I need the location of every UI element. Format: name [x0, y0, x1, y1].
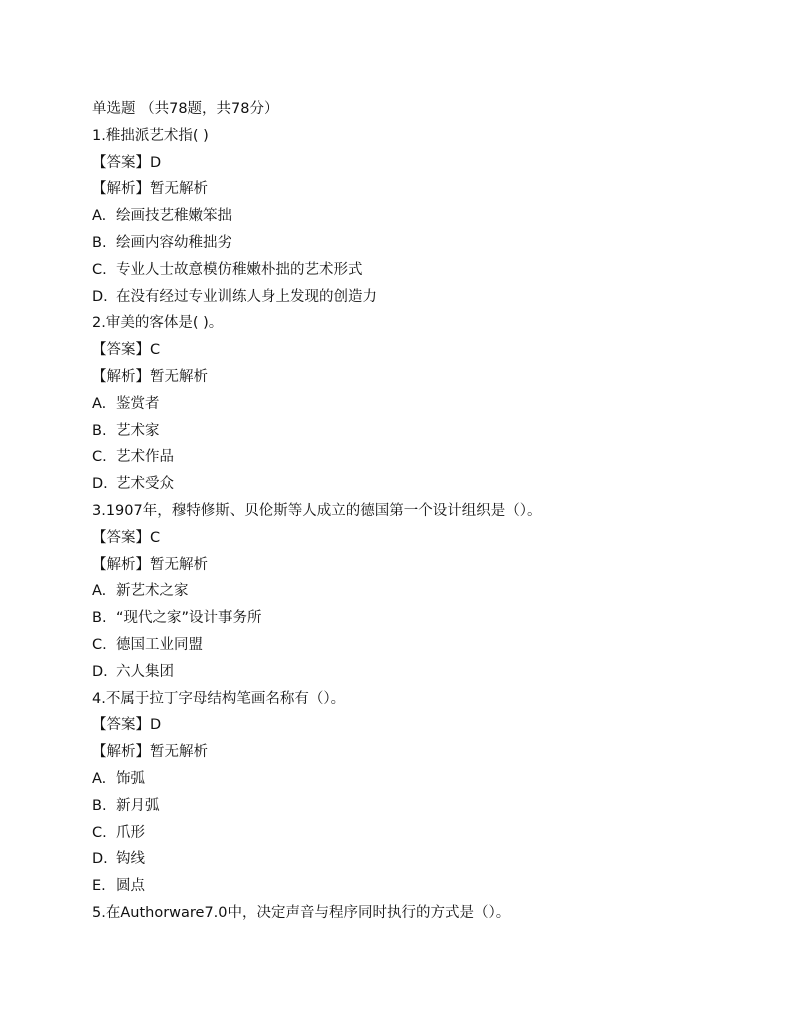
option-item [92, 820, 752, 847]
option-item [92, 793, 752, 820]
question-stem: 3.1907年，穆特修斯、贝伦斯等人成立的德国第一个设计组织是（）。 [92, 502, 542, 519]
option-item [92, 444, 752, 471]
analysis-line: 【解析】暂无解析 [92, 181, 208, 198]
question-block [92, 310, 752, 498]
option-letter: E. [92, 878, 106, 895]
option-text: 钩线 [116, 851, 145, 868]
question-stem: 1.稚拙派艺术指( ) [92, 127, 209, 144]
option-item [92, 632, 752, 659]
question-stem: 4.不属于拉丁字母结构笔画名称有（）。 [92, 690, 346, 707]
option-text: “现代之家”设计事务所 [116, 610, 262, 627]
option-item [92, 659, 752, 686]
option-letter: A. [92, 208, 107, 225]
question-list [92, 123, 752, 927]
option-item [92, 578, 752, 605]
option-item [92, 284, 752, 311]
option-letter: D. [92, 851, 108, 868]
option-text: 专业人士故意模仿稚嫩朴拙的艺术形式 [116, 261, 363, 278]
option-letter: B. [92, 797, 107, 814]
option-letter: B. [92, 610, 107, 627]
option-text: 新月弧 [116, 797, 160, 814]
option-text: 圆点 [116, 878, 145, 895]
option-text: 新艺术之家 [116, 583, 189, 600]
option-text: 六人集团 [116, 663, 174, 680]
option-letter: C. [92, 824, 107, 841]
option-item [92, 418, 752, 445]
option-item [92, 391, 752, 418]
option-text: 艺术受众 [116, 476, 174, 493]
option-letter: C. [92, 449, 107, 466]
option-letter: D. [92, 663, 108, 680]
question-stem: 2.审美的客体是( )。 [92, 315, 224, 332]
question-block [92, 123, 752, 311]
option-letter: D. [92, 476, 108, 493]
option-text: 鉴赏者 [116, 395, 160, 412]
question-block [92, 498, 752, 686]
option-item [92, 846, 752, 873]
option-text: 在没有经过专业训练人身上发现的创造力 [116, 288, 377, 305]
option-letter: A. [92, 583, 107, 600]
option-letter: B. [92, 234, 107, 251]
option-letter: A. [92, 395, 107, 412]
option-text: 绘画技艺稚嫩笨拙 [116, 208, 232, 225]
option-letter: C. [92, 636, 107, 653]
option-item [92, 257, 752, 284]
answer-line: 【答案】D [92, 717, 162, 734]
option-text: 爪形 [116, 824, 145, 841]
option-item [92, 230, 752, 257]
option-letter: D. [92, 288, 108, 305]
question-stem: 5.在Authorware7.0中，决定声音与程序同时执行的方式是（）。 [92, 904, 511, 921]
analysis-line: 【解析】暂无解析 [92, 744, 208, 761]
analysis-line: 【解析】暂无解析 [92, 368, 208, 385]
question-block [92, 900, 752, 927]
section-header: 单选题 （共78题，共78分） [92, 101, 279, 117]
option-item [92, 766, 752, 793]
answer-line: 【答案】D [92, 154, 162, 171]
option-item [92, 471, 752, 498]
option-text: 绘画内容幼稚拙劣 [116, 234, 232, 251]
answer-line: 【答案】C [92, 529, 161, 546]
option-text: 饰弧 [116, 770, 145, 787]
option-text: 艺术家 [116, 422, 160, 439]
option-text: 艺术作品 [116, 449, 174, 466]
option-text: 德国工业同盟 [116, 636, 203, 653]
option-letter: B. [92, 422, 107, 439]
document-page [92, 96, 752, 927]
option-letter: A. [92, 770, 107, 787]
question-block [92, 686, 752, 900]
option-item [92, 873, 752, 900]
option-item [92, 605, 752, 632]
analysis-line: 【解析】暂无解析 [92, 556, 208, 573]
option-item [92, 203, 752, 230]
option-letter: C. [92, 261, 107, 278]
answer-line: 【答案】C [92, 342, 161, 359]
